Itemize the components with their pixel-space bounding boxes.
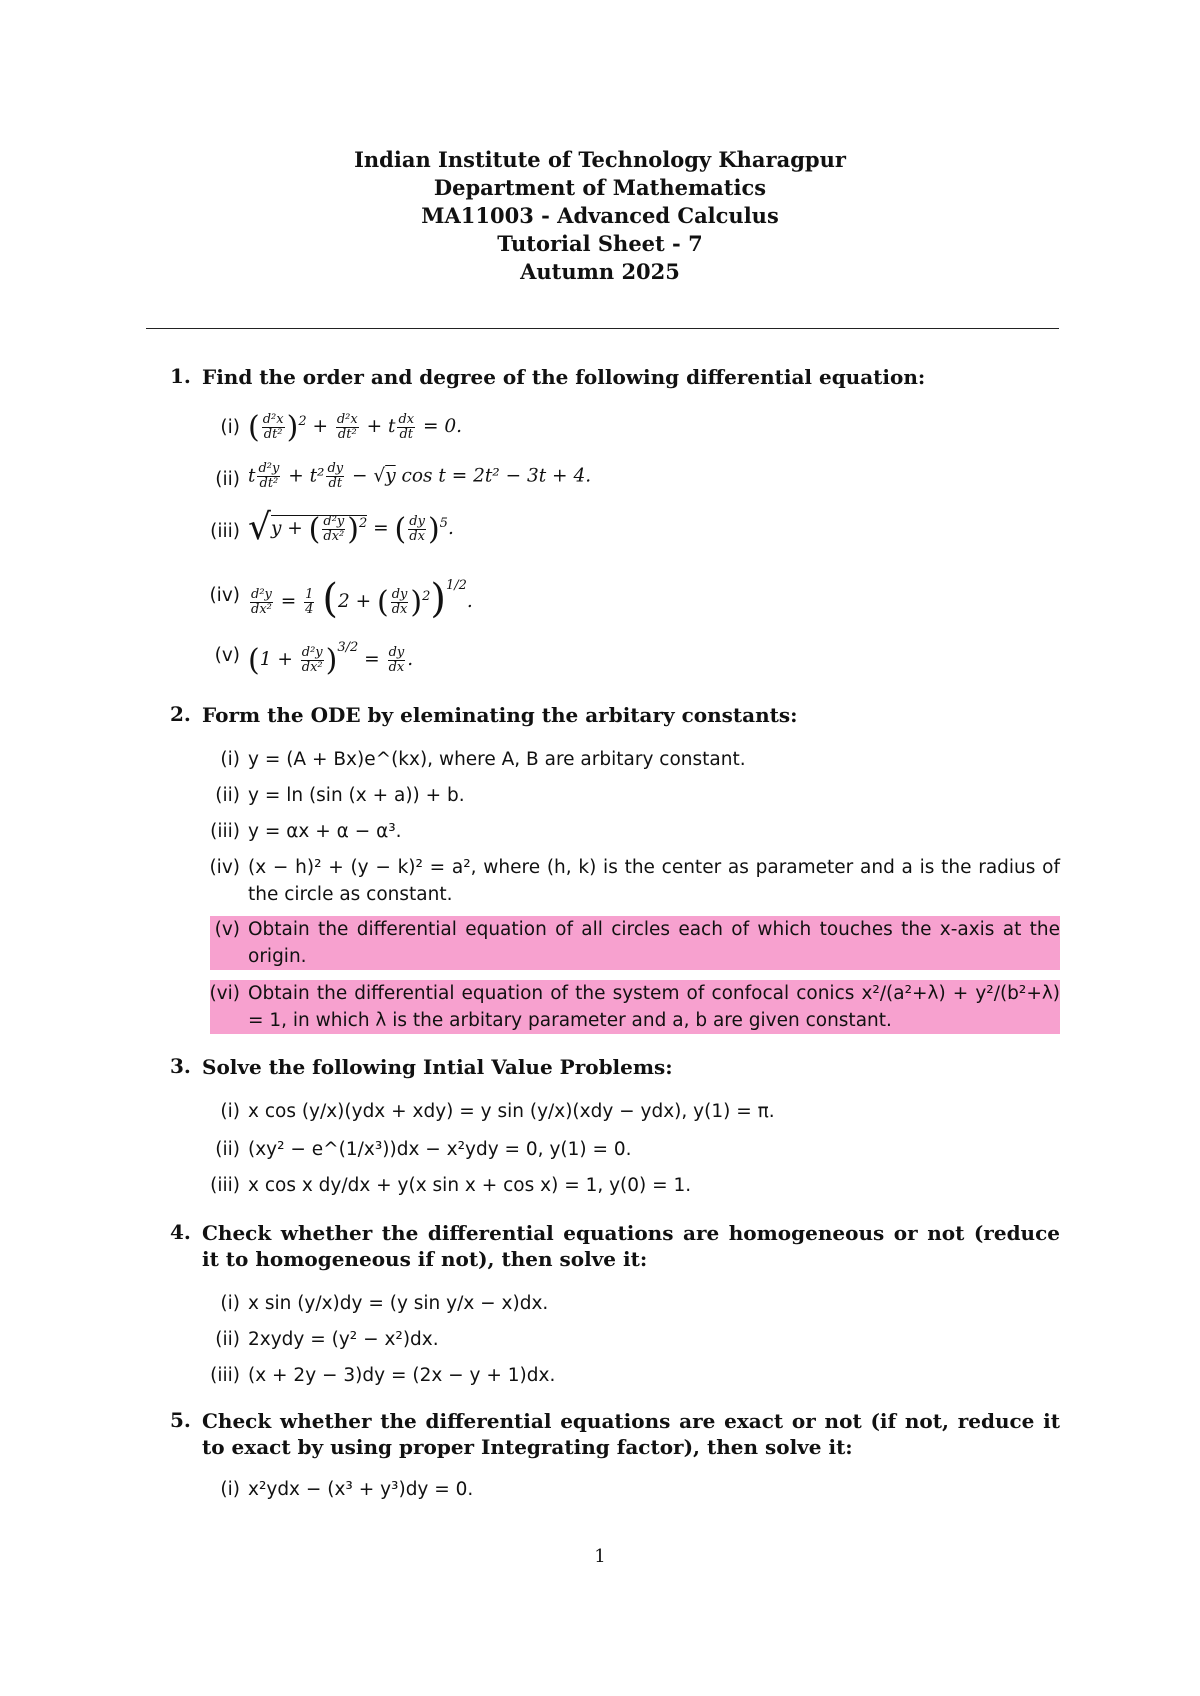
item-label: (iii) <box>210 521 240 542</box>
item-text: 2xydy = (y² − x²)dx. <box>248 1329 439 1350</box>
problem-title: Solve the following Intial Value Problems: <box>202 1055 673 1079</box>
institute-name: Indian Institute of Technology Kharagpur <box>354 147 846 172</box>
item-label: (v) <box>214 645 240 666</box>
item-equation: √y + ( $\frac{\text{d²y}}{\text{dx²}}$ )$^2$ = ( $\frac{dy}{dx}$ )$^5$. <box>248 507 454 549</box>
item-label: (iii) <box>210 1365 240 1386</box>
item-equation: t $\frac{\text{d²y}}{\text{dt²}}$ + t² $\frac{dy}{dt}$ − √y cos t = 2t² − 3t + 4. <box>248 461 592 491</box>
item-label: (i) <box>220 417 240 438</box>
item-label: (i) <box>220 749 240 770</box>
item-text: x sin (y/x)dy = (y sin y/x − x)dx. <box>248 1293 549 1314</box>
item-label: (ii) <box>215 785 240 806</box>
item-text: (x − h)² + (y − k)² = a², where (h, k) is the center as parameter and a is the radius of the circle as constant. <box>248 857 1060 905</box>
problem-item <box>200 570 1060 624</box>
item-text: (x + 2y − 3)dy = (2x − y + 1)dx. <box>248 1365 556 1386</box>
item-label: (iii) <box>210 1175 240 1196</box>
item-label: (i) <box>220 1101 240 1122</box>
item-label: (ii) <box>215 469 240 490</box>
item-label: (iv) <box>209 857 240 878</box>
item-text: x²ydx − (x³ + y³)dy = 0. <box>248 1479 474 1500</box>
header-divider <box>146 328 1059 329</box>
problem-title: Find the order and degree of the following differential equation: <box>202 365 926 389</box>
item-text: y = ln (sin (x + a)) + b. <box>248 785 465 806</box>
highlighted-item <box>210 980 1060 1034</box>
term: Autumn 2025 <box>520 259 680 284</box>
item-label: (ii) <box>215 1139 240 1160</box>
item-text: x cos (y/x)(ydx + xdy) = y sin (y/x)(xdy − ydx), y(1) = π. <box>248 1101 775 1122</box>
problem-title: Form the ODE by eleminating the arbitary constants: <box>202 703 798 727</box>
item-label: (i) <box>220 1293 240 1314</box>
item-label: (i) <box>220 1479 240 1500</box>
item-equation: (1 + $\frac{\text{d²y}}{\text{dx²}}$ )$^{3/2}$ = $\frac{dy}{dx}$ . <box>248 640 414 678</box>
item-text: Obtain the differential equation of all circles each of which touches the x-axis at the origin. <box>248 919 1060 967</box>
item-label: (iv) <box>209 585 240 606</box>
highlighted-item <box>210 916 1060 970</box>
item-text: y = (A + Bx)e^(kx), where A, B are arbitary constant. <box>248 749 746 770</box>
item-text: x cos x dy/dx + y(x sin x + cos x) = 1, y(0) = 1. <box>248 1175 692 1196</box>
item-label: (iii) <box>210 821 240 842</box>
page-number: 1 <box>594 1546 606 1567</box>
sheet-title: Tutorial Sheet - 7 <box>497 231 703 256</box>
problem-number: 2. <box>170 702 191 726</box>
problem-number: 1. <box>170 364 191 388</box>
problem-number: 3. <box>170 1054 191 1078</box>
item-equation: ( $\frac{\text{d²x}}{\text{dt²}}$ )$^2$ + $\frac{\text{d²x}}{\text{dt²}}$ + t $\frac{dx}{dt}$ = 0. <box>248 410 463 446</box>
course-title: MA11003 - Advanced Calculus <box>421 203 779 228</box>
item-equation: $\frac{\text{d²y}}{\text{dx²}}$ = $\frac{1}{4}$ (2 + ( $\frac{dy}{dx}$ )$^2$)$^{1/2}$. <box>251 576 473 622</box>
item-label: (vi) <box>209 983 240 1004</box>
item-text: (xy² − e^(1/x³))dx − x²ydy = 0, y(1) = 0. <box>248 1139 632 1160</box>
department-name: Department of Mathematics <box>433 175 767 200</box>
item-text: y = αx + α − α³. <box>248 821 402 842</box>
problem-title: Check whether the differential equations are homogeneous or not (reduce it to homogeneous if not), then solve it: <box>202 1221 1060 1271</box>
item-text: Obtain the differential equation of the system of confocal conics x²/(a²+λ) + y²/(b²+λ) = 1, in which λ is the arbitary parameter and a, b are given constant. <box>248 983 1060 1031</box>
problem-title: Check whether the differential equations are exact or not (if not, reduce it to exact by using proper Integrating factor), then solve it: <box>202 1409 1060 1459</box>
problem-item <box>200 408 1060 448</box>
problem-number: 4. <box>170 1220 191 1244</box>
problem-item <box>200 507 1060 554</box>
problem-item <box>200 634 1060 680</box>
document-header <box>0 146 1200 286</box>
item-label: (ii) <box>215 1329 240 1350</box>
item-label: (v) <box>214 919 240 940</box>
problem-number: 5. <box>170 1408 191 1432</box>
